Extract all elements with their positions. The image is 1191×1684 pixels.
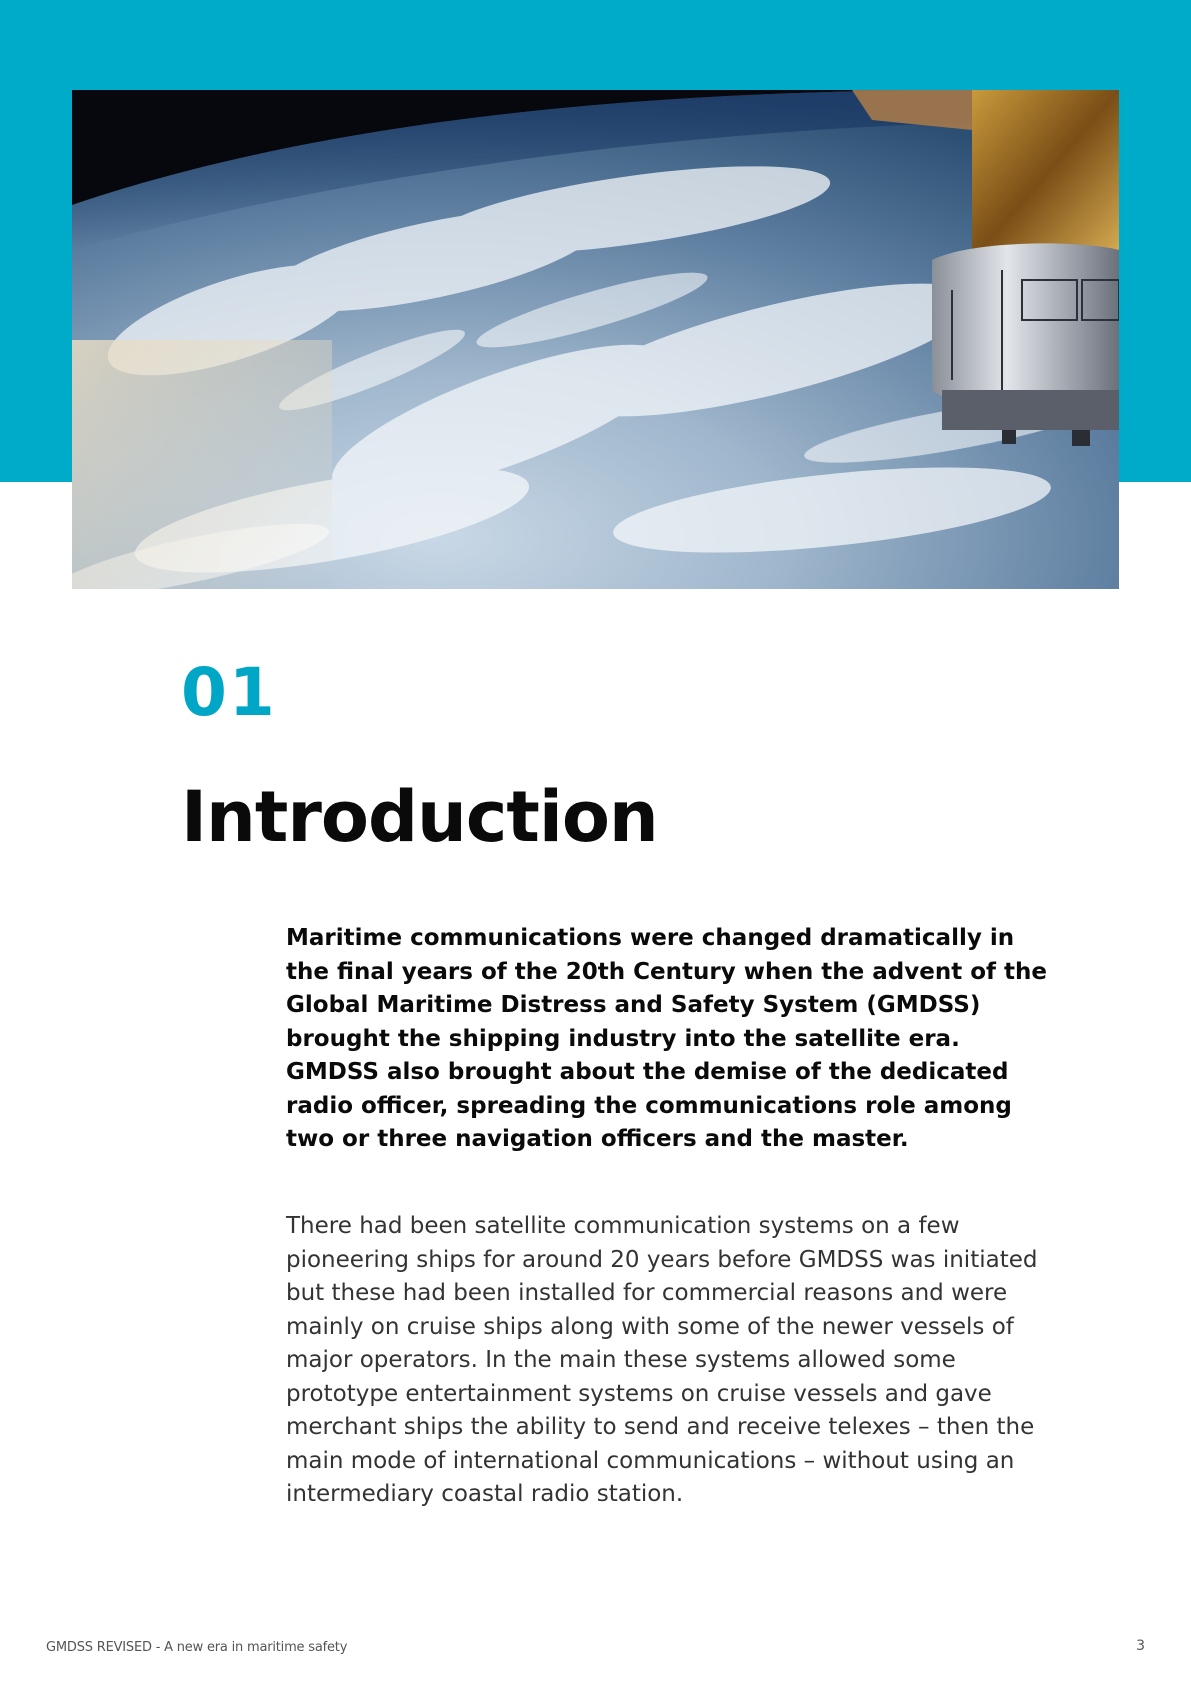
earth-satellite-illustration [72,90,1119,589]
body-paragraph: There had been satellite communication systems on a few pioneering ships for around 20 years before GMDSS was initiated but these had been installed for commercial reasons and were mainly on cruise ships along with some of the newer vessels of major operators. In the main these systems allowed some prototype entertainment systems on cruise vessels and gave merchant ships the ability to send and receive telexes – then the main mode of international communications – without using an intermediary coastal radio station. [286,1213,1038,1507]
chapter-number: 01 [181,654,277,731]
lead-paragraph: Maritime communications were changed dramatically in the final years of the 20th Century when the advent of the Global Maritime Distress and Safety System (GMDSS) brought the shipping industry into the satellite era. GMDSS also brought about the demise of the dedicated radio officer, spreading the communications role among two or three navigation officers and the master. [286,925,1048,1152]
footer-publication-title: GMDSS REVISED - A new era in maritime safety [46,1640,348,1655]
chapter-title: Introduction [181,776,658,858]
footer-page-number: 3 [1136,1638,1145,1654]
hero-image-earth-satellite [72,90,1119,589]
